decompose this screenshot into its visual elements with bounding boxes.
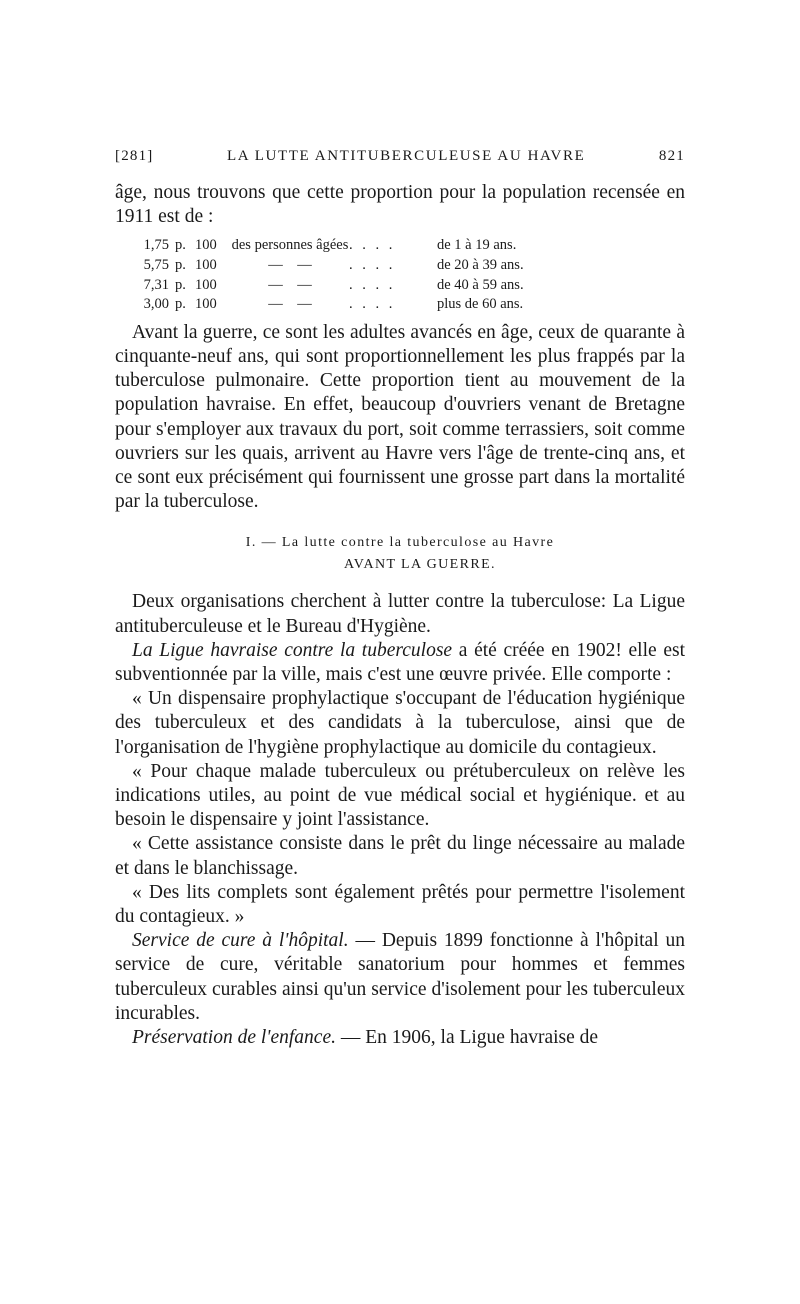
page-reference: [281]: [115, 148, 154, 164]
proportion-unit: p.: [175, 257, 186, 273]
quote-indications: « Pour chaque malade tuberculeux ou prétuberculeux on relève les indications utiles, au point de vue médical social et hygiénique. et au besoin le dispensaire y joint l'assistance.: [115, 760, 685, 831]
section-title: I. — La lutte contre la tuberculose au Havre: [245, 535, 555, 551]
table-row: [115, 236, 620, 256]
proportion-base: 100: [195, 276, 217, 293]
paragraph-organisations: Deux organisations cherchent à lutter contre la tuberculose: La Ligue antituberculeuse et le Bureau d'Hygiène.: [115, 591, 685, 637]
section-heading: [115, 532, 685, 576]
proportion-value: 7,31: [143, 276, 169, 293]
book-page: [115, 148, 685, 1050]
leader-dots: . . . .: [349, 257, 396, 273]
row-label: des personnes âgées: [231, 237, 349, 254]
preservation-text: — En 1906, la Ligue havraise de: [335, 1027, 599, 1049]
paragraph-before-war: Avant la guerre, ce sont les adultes avancés en âge, ceux de quarante à cinquante-neuf ans, qui sont proportionnellement les plus frappés par la tuberculose pulmonaire. Cette proportion tient au mouvement de la population havraise. En effet, beaucoup d'ouvriers venant de Bretagne pour s'employer aux travaux du port, soit comme terrassiers, soit comme ouvriers sur les quais, arrivent au Havre vers l'âge de trente-cinq ans, et ce sont eux précisément qui fournissent une grosse part dans la mortalité par la tuberculose.: [115, 321, 685, 513]
table-row: [115, 256, 620, 276]
leader-dots: . . . .: [349, 276, 396, 293]
row-label: — —: [268, 296, 312, 313]
leader-dots: . . . .: [349, 237, 396, 254]
proportion-base: 100: [195, 296, 217, 313]
running-header: [115, 148, 685, 165]
page-number: 821: [658, 148, 685, 164]
paragraph-ligue: [115, 639, 685, 687]
table-row: [115, 295, 620, 315]
age-proportion-table: [115, 236, 685, 314]
proportion-base: 100: [195, 257, 217, 273]
paragraph-hospital-service: [115, 929, 685, 1026]
service-title: Service de cure à l'hôpital.: [132, 930, 349, 952]
paragraph-preservation: [115, 1026, 685, 1050]
table-row: [115, 276, 620, 296]
proportion-unit: p.: [175, 237, 186, 254]
preservation-title: Préservation de l'enfance.: [132, 1027, 336, 1049]
ligue-title: La Ligue havraise contre la tuberculose: [132, 639, 453, 661]
proportion-value: 3,00: [143, 296, 169, 313]
intro-paragraph: âge, nous trouvons que cette proportion pour la population recensée en 1911 est de :: [115, 182, 685, 228]
ligue-text: a été créée en 1902! elle est subventionnée par la ville, mais c'est une œuvre privée. Elle comporte :: [115, 639, 685, 686]
service-text: — Depuis 1899 fonctionne à l'hôpital un service de cure, véritable sanatorium pour hommes et femmes tuberculeux curables ainsi qu'un service d'isolement pour les tuberculeux incurables.: [115, 930, 685, 1024]
proportion-value: 1,75: [143, 237, 169, 254]
row-label: — —: [268, 257, 312, 273]
age-range: de 1 à 19 ans.: [437, 237, 517, 254]
section-subtitle: AVANT LA GUERRE.: [344, 557, 496, 573]
proportion-base: 100: [195, 237, 217, 254]
proportion-unit: p.: [175, 296, 186, 313]
age-range: de 40 à 59 ans.: [437, 276, 524, 293]
age-range: plus de 60 ans.: [437, 296, 524, 313]
row-label: — —: [268, 276, 312, 293]
age-range: de 20 à 39 ans.: [437, 257, 524, 273]
quote-beds: « Des lits complets sont également prêtés pour permettre l'isolement du contagieux. »: [115, 881, 685, 928]
proportion-unit: p.: [175, 276, 186, 293]
quote-dispensary: « Un dispensaire prophylactique s'occupant de l'éducation hygiénique des tuberculeux et des candidats à la tuberculose, ainsi que de l'organisation de l'hygiène prophylactique au domicile du contagieux.: [115, 688, 685, 758]
quote-assistance: « Cette assistance consiste dans le prêt du linge nécessaire au malade et dans le blanchissage.: [115, 833, 685, 879]
proportion-value: 5,75: [143, 257, 169, 273]
running-title: LA LUTTE ANTITUBERCULEUSE AU HAVRE: [227, 148, 586, 164]
leader-dots: . . . .: [349, 296, 396, 313]
